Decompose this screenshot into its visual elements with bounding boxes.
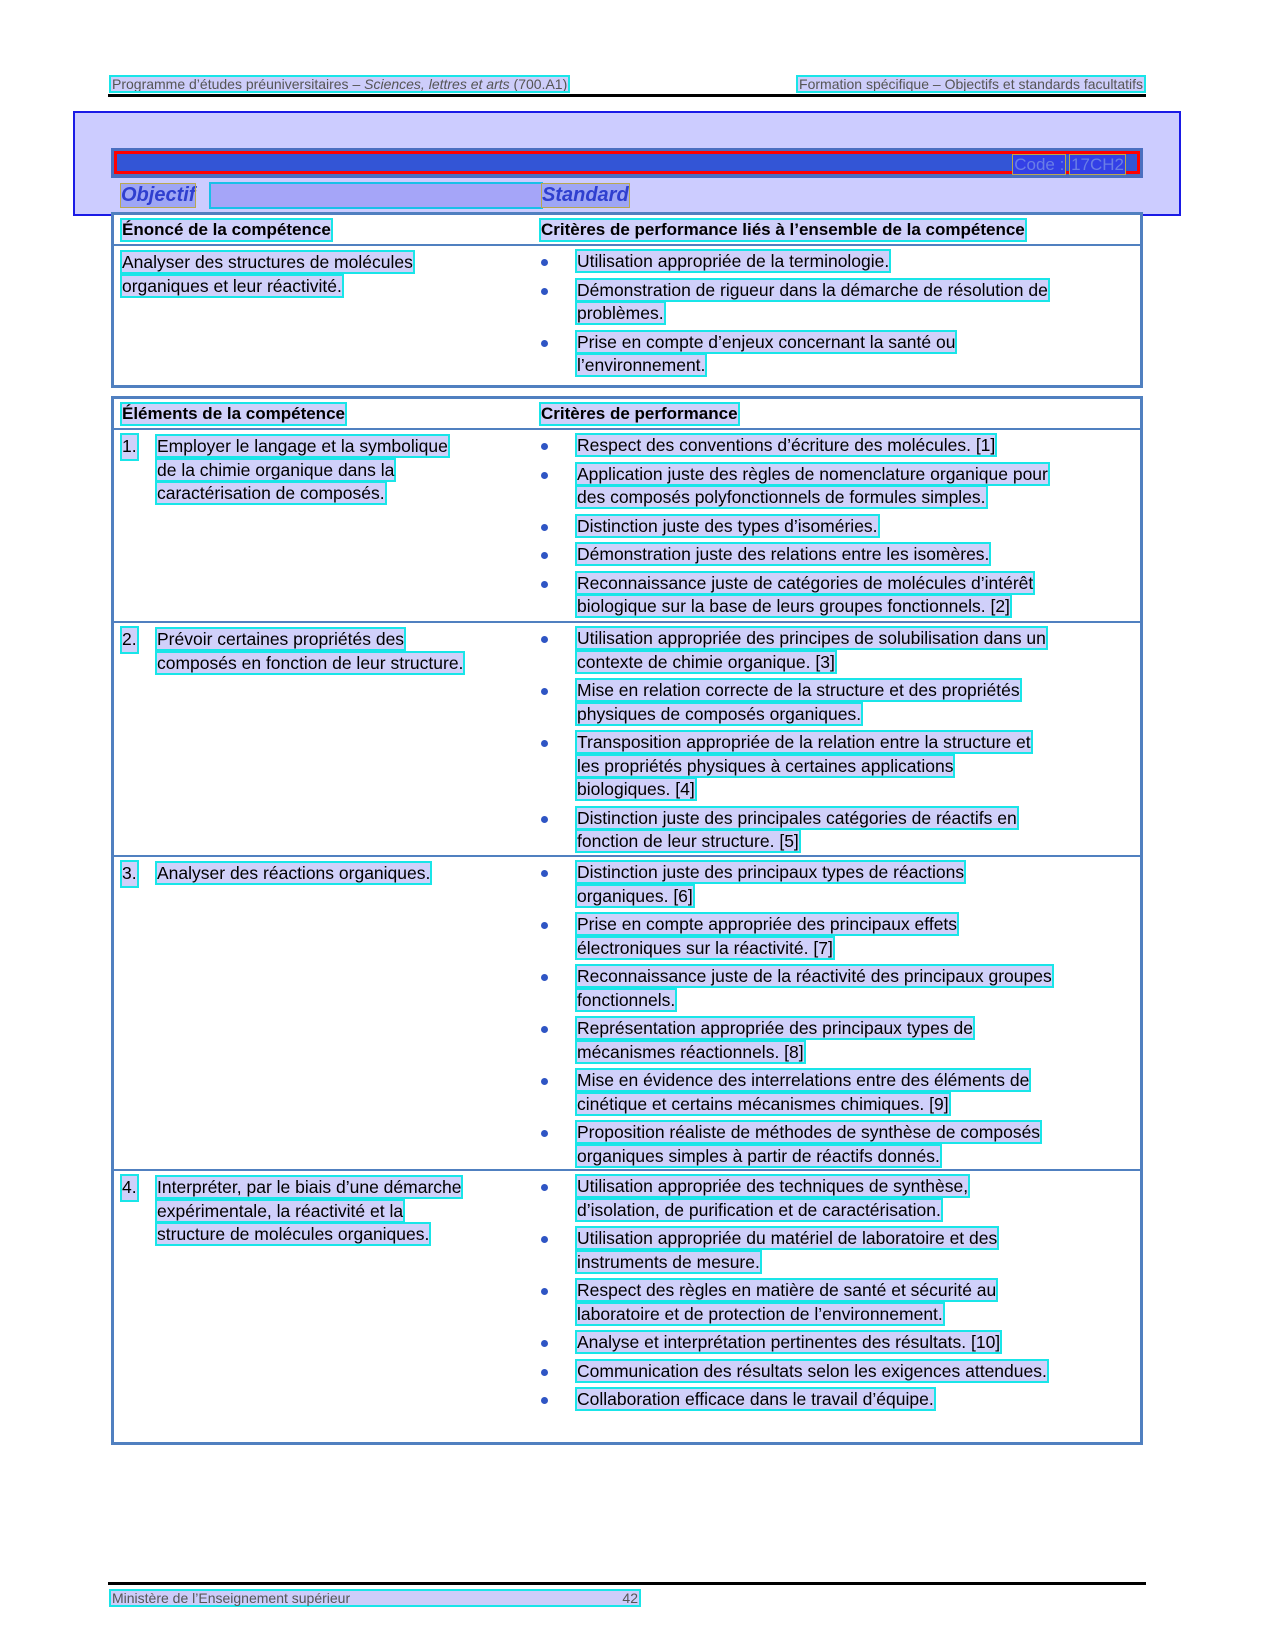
bullet-icon (541, 581, 548, 588)
program-title: Programme d’études préuniversitaires – Sciences, lettres et arts (700.A1) (112, 76, 568, 92)
criterion-item (537, 1227, 1117, 1274)
criterion-text: Transposition appropriée de la relation entre la structure et (577, 732, 1031, 752)
bullet-icon (541, 1288, 548, 1295)
criterion-text: cinétique et certains mécanismes chimiques. [9] (577, 1093, 949, 1114)
criterion-text: Distinction juste des principales catégories de réactifs en (577, 807, 1017, 828)
criterion-text: électroniques sur la réactivité. [7] (577, 937, 833, 958)
bullet-icon (541, 1026, 548, 1033)
code-bar (111, 148, 1143, 178)
criteria-list (537, 434, 1117, 624)
element-text: composés en fonction de leur structure. (157, 652, 464, 673)
code-bar-inner (114, 151, 1140, 174)
criterion-item (537, 1360, 1117, 1384)
header-criteria-global: Critères de performance liés à l’ensemble de la compétence (541, 220, 1025, 239)
criterion-item (537, 1175, 1117, 1222)
criterion-text: mécanismes réactionnels. [8] (577, 1041, 804, 1062)
criterion-text: Prise en compte appropriée des principaux effets (577, 914, 958, 934)
footer-rule (108, 1582, 1146, 1585)
criterion-item (537, 807, 1117, 854)
bullet-icon (541, 443, 548, 450)
criterion-text: Démonstration juste des relations entre les isomères. (577, 544, 990, 564)
criterion-item (537, 1121, 1117, 1168)
ministry-name: Ministère de l’Enseignement supérieur (112, 1590, 351, 1606)
bullet-icon (541, 740, 548, 747)
criterion-text: contexte de chimie organique. [3] (577, 651, 835, 672)
criterion-item (537, 463, 1117, 510)
criterion-item (537, 331, 1117, 378)
bullet-icon (541, 340, 548, 347)
bullet-icon (541, 288, 548, 295)
criterion-text: Utilisation appropriée des principes de solubilisation dans un (577, 628, 1046, 648)
competency-element (122, 1176, 527, 1247)
competency-element (122, 435, 527, 506)
criterion-text: Prise en compte d’enjeux concernant la santé ou (577, 331, 956, 352)
criterion-item (537, 572, 1117, 619)
table-row (114, 857, 1140, 1171)
criterion-text: Représentation appropriée des principaux types de (577, 1018, 973, 1038)
criterion-text: l’environnement. (577, 355, 706, 375)
bullet-icon (541, 472, 548, 479)
criterion-text: Analyse et interprétation pertinentes des résultats. [10] (577, 1332, 1001, 1352)
criterion-text: Utilisation appropriée des techniques de synthèse, (577, 1176, 969, 1196)
bullet-icon (541, 552, 548, 559)
table-header (114, 215, 1140, 246)
element-text: Interpréter, par le biais d’une démarche (157, 1177, 462, 1197)
criterion-item (537, 679, 1117, 726)
criterion-text: biologique sur la base de leurs groupes fonctionnels. [2] (577, 596, 1010, 616)
table-body (114, 430, 1140, 1419)
criterion-item (537, 965, 1117, 1012)
criterion-text: Respect des règles en matière de santé et sécurité au (577, 1280, 997, 1300)
criterion-text: fonctionnels. (577, 989, 676, 1010)
course-code: Code : 17CH2 (1014, 155, 1124, 174)
competency-statement: Analyser des structures de molécules organiques et leur réactivité. (122, 252, 413, 296)
criterion-text: organiques simples à partir de réactifs donnés. (577, 1145, 940, 1166)
criteria-list (537, 250, 1117, 383)
competency-element (122, 628, 527, 675)
criterion-text: physiques de composés organiques. (577, 703, 862, 724)
criterion-item (537, 1069, 1117, 1116)
criterion-text: Distinction juste des types d’isoméries. (577, 515, 878, 536)
bullet-icon (541, 636, 548, 643)
element-text: caractérisation de composés. (157, 483, 385, 503)
element-text: expérimentale, la réactivité et la (157, 1200, 404, 1221)
criterion-text: les propriétés physiques à certaines applications (577, 755, 954, 776)
criterion-item (537, 543, 1117, 567)
criterion-text: Démonstration de rigueur dans la démarche de résolution de (577, 279, 1048, 300)
criterion-item (537, 515, 1117, 539)
criterion-text: Collaboration efficace dans le travail d’équipe. (577, 1389, 934, 1409)
bullet-icon (541, 870, 548, 877)
page-header (110, 76, 1145, 94)
element-text: Employer le langage et la symbolique (157, 436, 448, 456)
bullet-icon (541, 1397, 548, 1404)
bullet-icon (541, 1340, 548, 1347)
page-number: 42 (622, 1590, 638, 1606)
criterion-text: biologiques. [4] (577, 779, 695, 799)
bullet-icon (541, 816, 548, 823)
header-criteria: Critères de performance (541, 404, 738, 423)
criterion-text: Reconnaissance juste de catégories de molécules d’intérêt (577, 572, 1034, 593)
criterion-text: des composés polyfonctionnels de formules simples. (577, 487, 986, 507)
criterion-item (537, 731, 1117, 802)
table-row (114, 246, 1140, 386)
table-row (114, 430, 1140, 623)
criterion-item (537, 250, 1117, 274)
bullet-icon (541, 1078, 548, 1085)
bullet-icon (541, 1184, 548, 1191)
bullet-icon (541, 974, 548, 981)
criterion-text: Application juste des règles de nomenclature organique pour (577, 463, 1048, 484)
criterion-item (537, 1017, 1117, 1064)
bullet-icon (541, 688, 548, 695)
criterion-item (537, 627, 1117, 674)
table-row (114, 1171, 1140, 1419)
page-footer (110, 1590, 640, 1606)
element-text: Analyser des réactions organiques. (157, 863, 431, 883)
bullet-icon (541, 259, 548, 266)
competency-element (122, 862, 527, 886)
criterion-text: Utilisation appropriée de la terminologie. (577, 251, 890, 271)
criterion-text: Proposition réaliste de méthodes de synthèse de composés (577, 1122, 1041, 1142)
competency-elements-table (111, 396, 1143, 1445)
criterion-text: fonction de leur structure. [5] (577, 831, 799, 851)
bullet-icon (541, 1236, 548, 1243)
criteria-list (537, 861, 1117, 1173)
objective-label: Objectif (121, 184, 196, 206)
bullet-icon (541, 524, 548, 531)
criterion-text: instruments de mesure. (577, 1251, 760, 1272)
bullet-icon (541, 922, 548, 929)
element-text: de la chimie organique dans la (157, 459, 395, 480)
competency-statement-table (111, 212, 1143, 388)
criterion-item (537, 861, 1117, 908)
criterion-text: organiques. [6] (577, 885, 693, 906)
bullet-icon (541, 1369, 548, 1376)
criterion-text: laboratoire et de protection de l’environnement. (577, 1303, 943, 1324)
criterion-text: problèmes. (577, 303, 664, 323)
element-number: 3. (122, 862, 137, 886)
header-elements: Éléments de la compétence (122, 404, 345, 423)
table-row (114, 623, 1140, 857)
criterion-text: Mise en relation correcte de la structure et des propriétés (577, 680, 1020, 700)
element-number: 4. (122, 1176, 137, 1200)
table-header (114, 399, 1140, 430)
criterion-item (537, 279, 1117, 326)
criterion-item (537, 1279, 1117, 1326)
header-statement: Énoncé de la compétence (122, 220, 331, 239)
criterion-item (537, 434, 1117, 458)
header-rule (108, 94, 1146, 97)
section-title: Formation spécifique – Objectifs et standards facultatifs (799, 76, 1143, 92)
criteria-list (537, 1175, 1117, 1417)
criteria-list (537, 627, 1117, 859)
criterion-text: Utilisation appropriée du matériel de laboratoire et des (577, 1228, 998, 1248)
element-text: Prévoir certaines propriétés des (157, 629, 405, 649)
element-number: 2. (122, 628, 137, 652)
criterion-text: Distinction juste des principaux types de réactions (577, 862, 965, 882)
element-number: 1. (122, 435, 137, 459)
objective-fill (211, 184, 541, 207)
criterion-text: Communication des résultats selon les exigences attendues. (577, 1360, 1047, 1381)
criterion-item (537, 1331, 1117, 1355)
criterion-text: Respect des conventions d’écriture des molécules. [1] (577, 435, 996, 455)
criterion-text: Mise en évidence des interrelations entre des éléments de (577, 1070, 1030, 1090)
criterion-item (537, 1388, 1117, 1412)
criterion-text: d’isolation, de purification et de caractérisation. (577, 1199, 941, 1220)
criterion-item (537, 913, 1117, 960)
criterion-text: Reconnaissance juste de la réactivité des principaux groupes (577, 966, 1052, 986)
bullet-icon (541, 1130, 548, 1137)
standard-label: Standard (542, 184, 629, 206)
element-text: structure de molécules organiques. (157, 1224, 430, 1244)
